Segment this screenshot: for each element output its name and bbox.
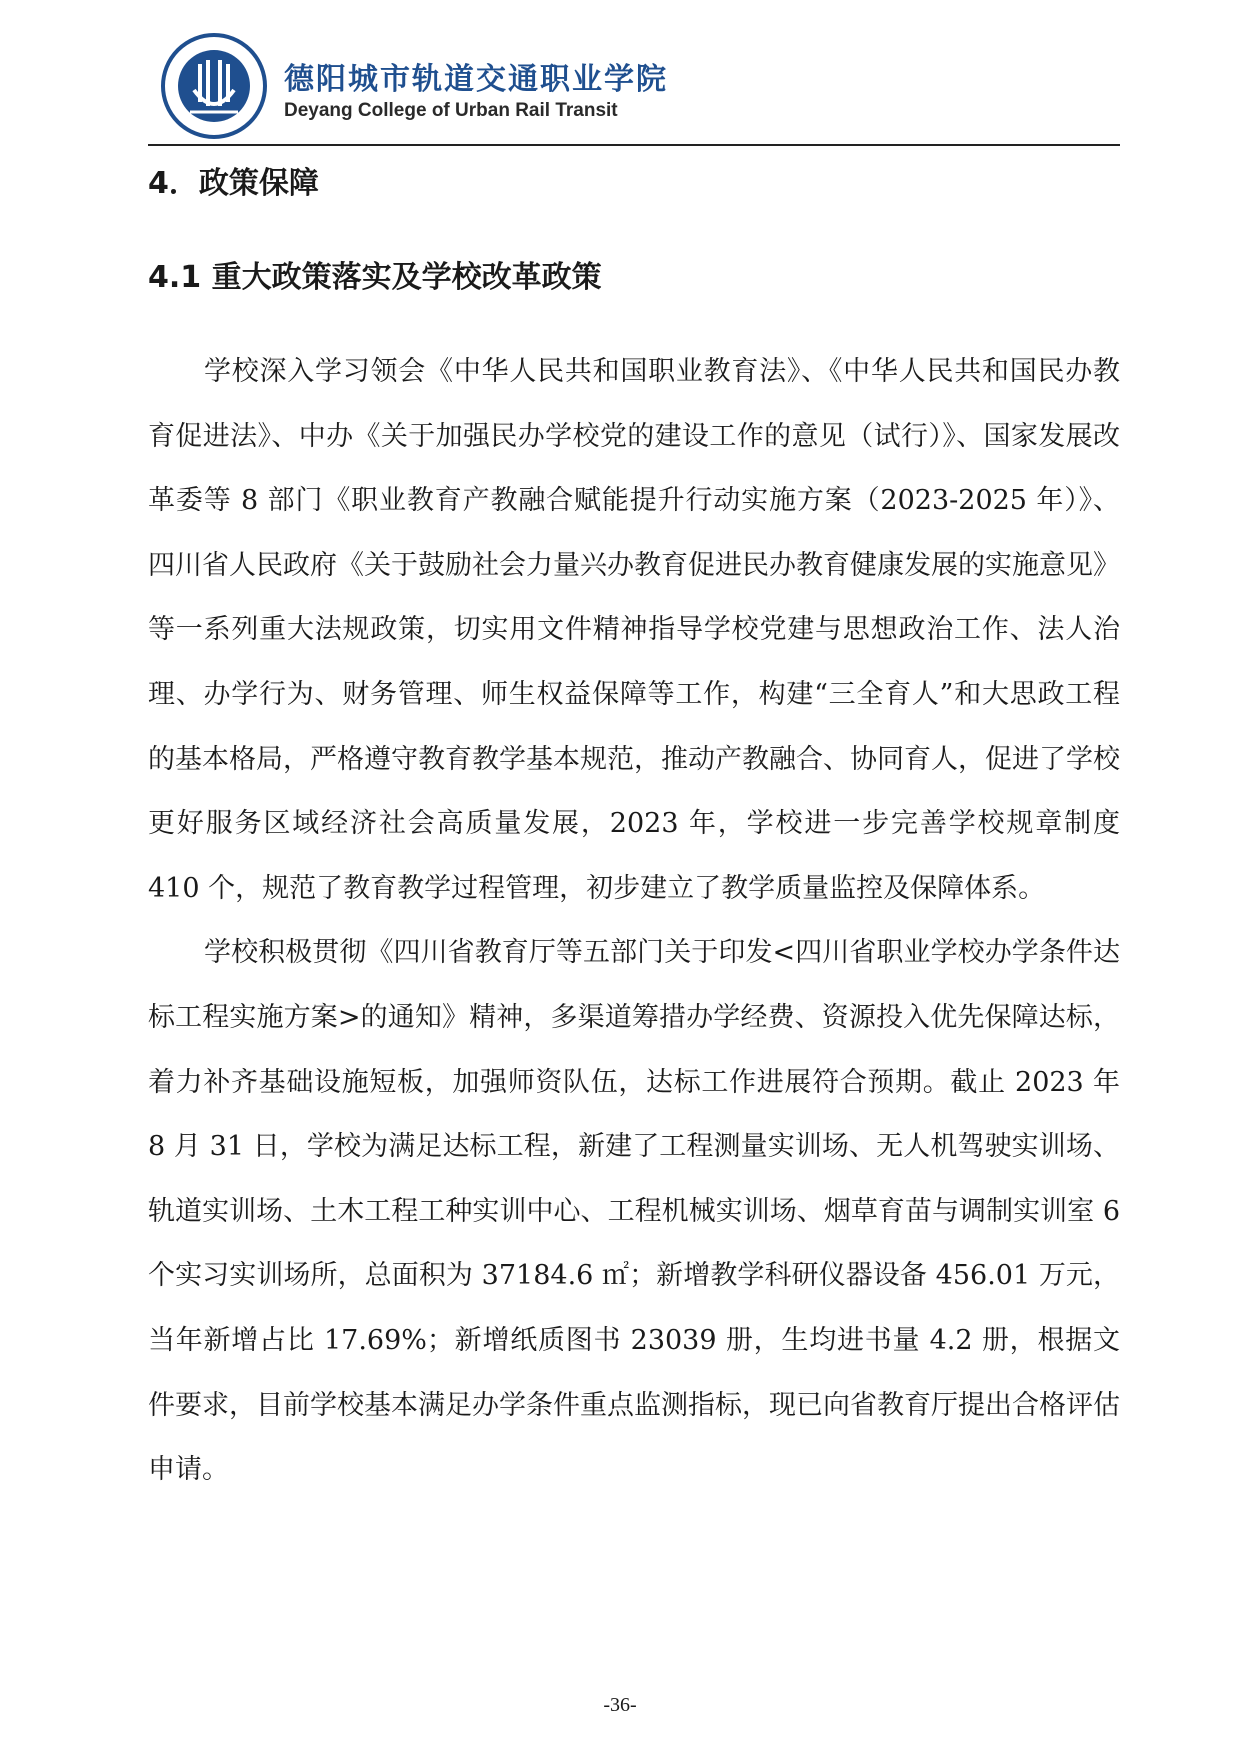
page-number: -36- bbox=[603, 1694, 637, 1716]
section-heading: 4．政策保障 bbox=[148, 166, 319, 201]
subsection-heading: 4.1 重大政策落实及学校改革政策 bbox=[148, 260, 602, 295]
college-name-chinese: 德阳城市轨道交通职业学院 bbox=[284, 62, 668, 97]
page-header bbox=[160, 28, 1120, 146]
header-divider bbox=[148, 144, 1120, 146]
paragraph-standard-compliance: 学校积极贯彻《四川省教育厅等五部门关于印发<四川省职业学校办学条件达标工程实施方案>的通知》精神，多渠道筹措办学经费、资源投入优先保障达标，着力补齐基础设施短板，加强师资队伍，达标工作进展符合预期。截止 2023 年 8 月 31 日，学校为满足达标工程，新建了工程测量实训场、无人机驾驶实训场、轨道实训场、土木工程工种实训中心、工程机械实训场、烟草育苗与调制实训室 6 个实习实训场所，总面积为 37184.6 ㎡；新增教学科研仪器设备 456.01 万元，当年新增占比 17.69%；新增纸质图书 23039 册，生均进书量 4.2 册，根据文件要求，目前学校基本满足办学条件重点监测指标，现已向省教育厅提出合格评估申请。 bbox=[148, 937, 1120, 1486]
college-logo bbox=[160, 32, 268, 140]
paragraph-policy-implementation: 学校深入学习领会《中华人民共和国职业教育法》、《中华人民共和国民办教育促进法》、中办《关于加强民办学校党的建设工作的意见（试行）》、国家发展改革委等 8 部门《职业教育产教融合赋能提升行动实施方案（2023-2025 年）》、四川省人民政府《关于鼓励社会力量兴办教育促进民办教育健康发展的实施意见》等一系列重大法规政策，切实用文件精神指导学校党建与思想政治工作、法人治理、办学行为、财务管理、师生权益保障等工作，构建“三全育人”和大思政工程的基本格局，严格遵守教育教学基本规范，推动产教融合、协同育人，促进了学校更好服务区域经济社会高质量发展，2023 年，学校进一步完善学校规章制度 410 个，规范了教育教学过程管理，初步建立了教学质量监控及保障体系。 bbox=[148, 356, 1120, 904]
body-text bbox=[148, 340, 1120, 1503]
college-name-english: Deyang College of Urban Rail Transit bbox=[284, 100, 618, 121]
